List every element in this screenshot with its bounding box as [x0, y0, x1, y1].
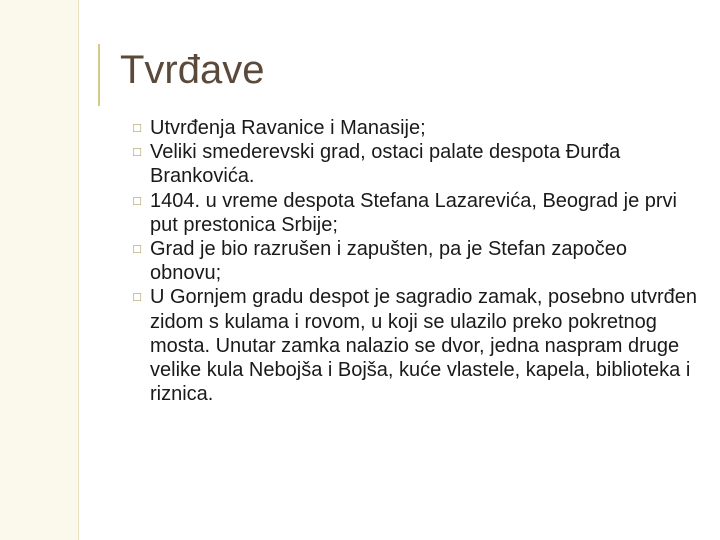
bullet-text-1: Utvrđenja Ravanice i Manasije;: [150, 117, 426, 139]
bullet-item-2: [124, 140, 699, 188]
bullet-text-3: 1404. u vreme despota Stefana Lazarevića, Beograd je prvi put prestonica Srbije;: [150, 189, 677, 236]
title-accent-line: [98, 44, 100, 106]
title-area: [98, 38, 688, 108]
slide-title: Tvrđave: [120, 48, 265, 92]
left-decorative-band: [0, 0, 78, 540]
bullet-text-2: Veliki smederevski grad, ostaci palate despota Đurđa Brankovića.: [150, 141, 621, 188]
bullet-item-5: [124, 285, 699, 406]
square-bullet-icon: □: [133, 241, 141, 257]
bullet-item-1: [124, 116, 699, 140]
square-bullet-icon: □: [133, 144, 141, 160]
bullet-item-3: [124, 189, 699, 237]
left-band-divider: [78, 0, 79, 540]
bullet-item-4: [124, 237, 699, 285]
bullet-list: [124, 116, 699, 406]
bullet-text-4: Grad je bio razrušen i zapušten, pa je Stefan započeo obnovu;: [150, 238, 627, 285]
square-bullet-icon: □: [133, 289, 141, 305]
square-bullet-icon: □: [133, 192, 141, 208]
bullet-text-5: U Gornjem gradu despot je sagradio zamak, posebno utvrđen zidom s kulama i rovom, u koji se ulazilo preko pokretnog mosta. Unutar zamka nalazio se dvor, jedna naspram druge velike kula Nebojša i Bojša, kuće vlastele, kapela, biblioteka i riznica.: [150, 286, 697, 406]
square-bullet-icon: □: [133, 120, 141, 135]
